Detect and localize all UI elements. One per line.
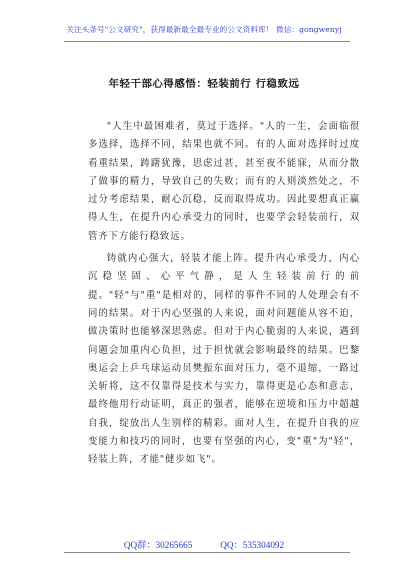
header-promo-note: 关注头条号"公文研究"，获得最新最全最专业的公文资料库！ 微信：gongwenyj [66,25,342,34]
header-divider [64,41,350,42]
body-paragraph: "人生中最困难者，莫过于选择。"人的一生，会面临很多选择，选择不同，结果也就不同。有的人面对选择时过度看重结果，踌躇犹豫，思虑过甚，甚至夜不能寐，从而分散了做事的精力，导致自己的失败；而有的人则淡然处之，不过分考虑结果，耐心沉稳，反而取得成功。因此要想真正赢得人生，在提升内心承受力的同时，也要学会轻装前行，双管齐下方能行稳致远。 [88,121,360,242]
body-paragraph: 铸就内心强大，轻装才能上阵。提升内心承受力，内心沉稳坚固、心平气静，是人生轻装前行的前提。"轻"与"重"是相对的，同样的事件不同的人处理会有不同的结果。对于内心坚强的人来说，面对问题能从容不迫，做决策时也能够深思熟虑。但对于内心脆弱的人来说，遇到问题会加重内心负担，过于担忧就会影响最终的结果。巴黎奥运会上乒乓球运动员樊振东面对压力，毫不退缩，一路过关斩将，这不仅靠得是技术与实力，靠得更是心态和意志，最终他用行动证明，真正的强者，能够在逆境和压力中超越自我，绽放出人生别样的精彩。面对人生，在提升自我的应变能力和技巧的同时，也要有坚强的内心，变"重"为"轻"，轻装上阵，才能"健步如飞"。 [88,253,360,466]
footer-divider [64,552,350,553]
document-title: 年轻干部心得感悟：轻装前行 行稳致远 [108,78,300,90]
document-body [88,118,360,474]
footer-qq-group: QQ群：30265665 [123,540,193,550]
footer-contact [0,537,408,551]
footer-qq: QQ：535304092 [220,540,285,550]
